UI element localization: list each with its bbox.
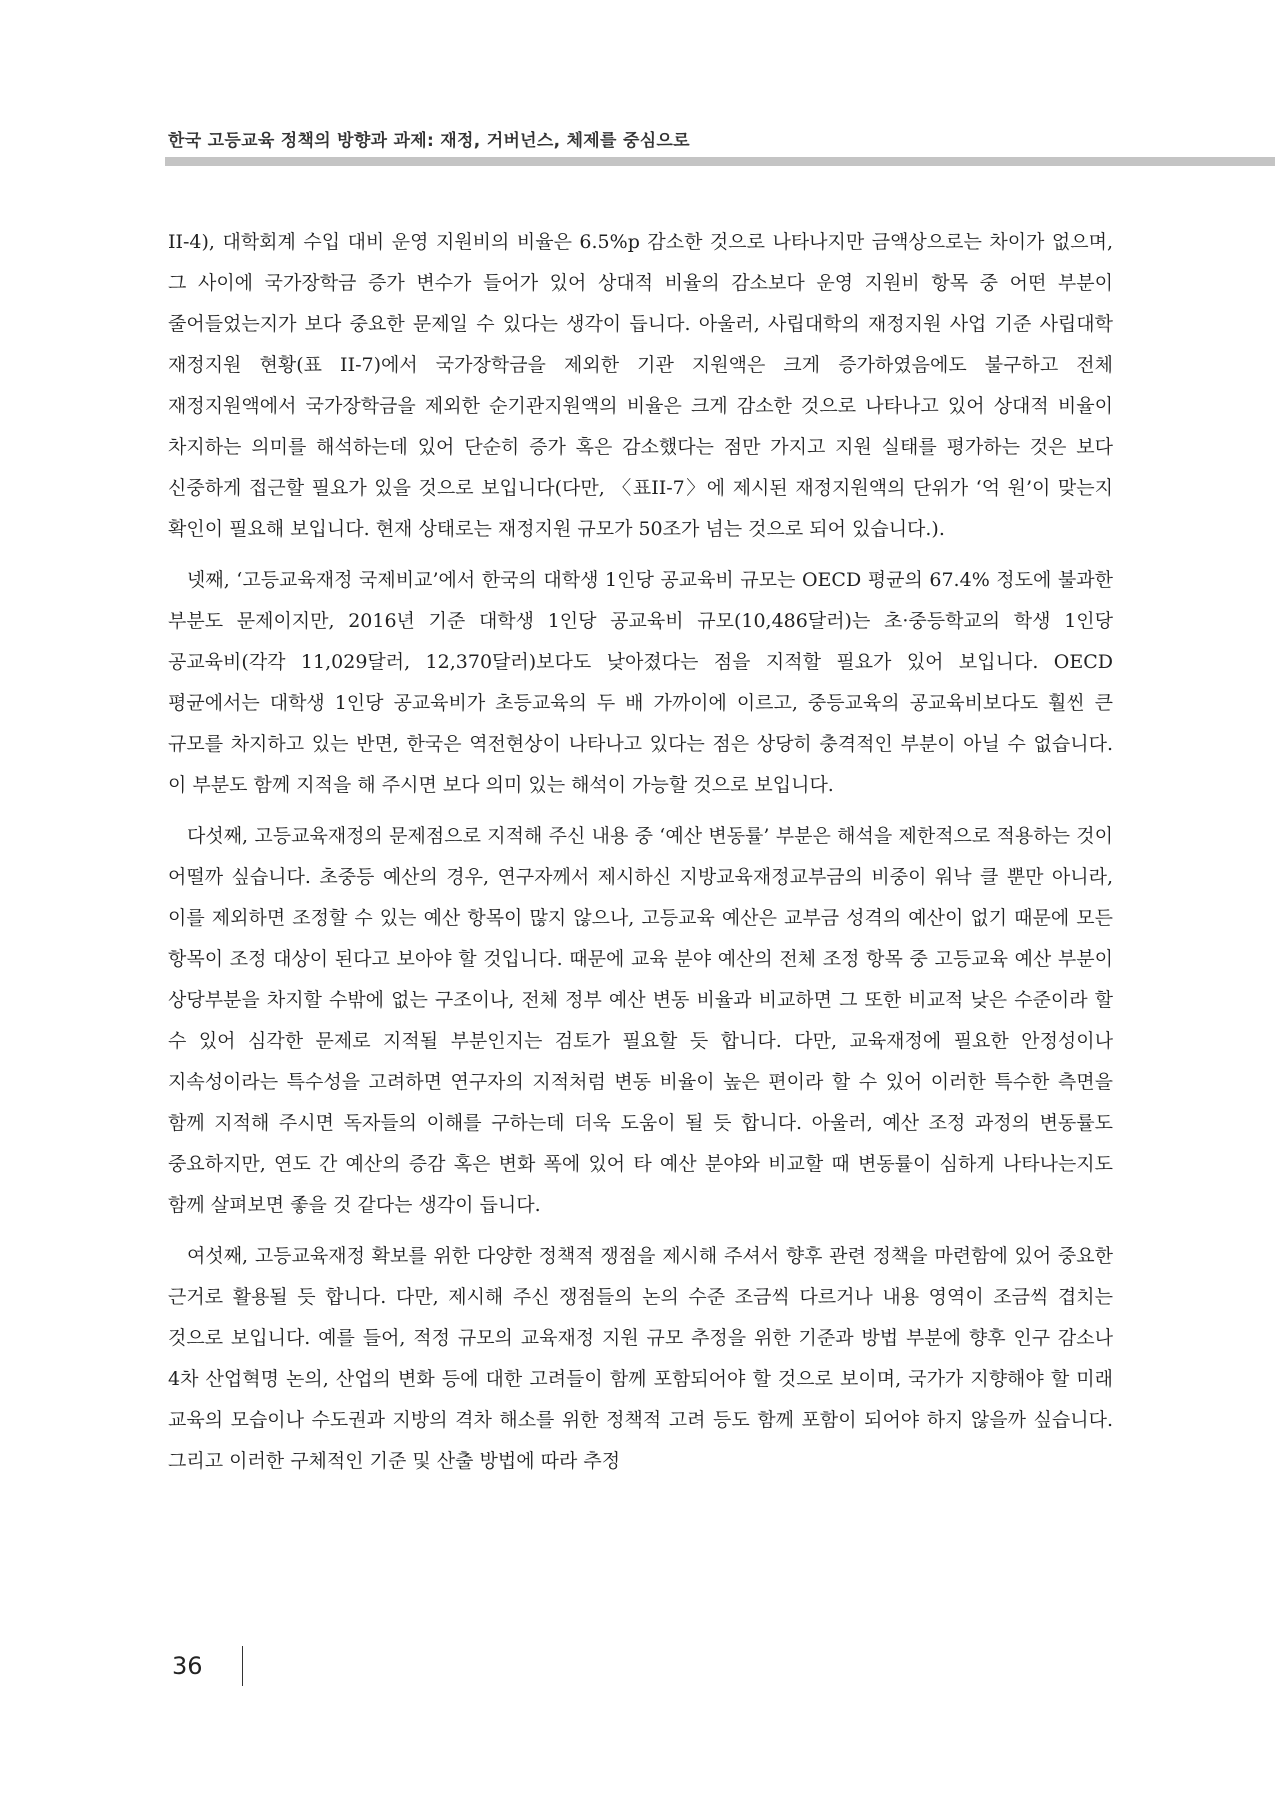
- paragraph-fifth: 다섯째, 고등교육재정의 문제점으로 지적해 주신 내용 중 ‘예산 변동률’ 부분은 해석을 제한적으로 적용하는 것이 어떨까 싶습니다. 초중등 예산의 경우, 연구자께서 제시하신 지방교육재정교부금의 비중이 워낙 클 뿐만 아니라, 이를 제외하면 조정할 수 있는 예산 항목이 많지 않으나, 고등교육 예산은 교부금 성격의 예산이 없기 때문에 모든 항목이 조정 대상이 된다고 보아야 할 것입니다. 때문에 교육 분야 예산의 전체 조정 항목 중 고등교육 예산 부분이 상당부분을 차지할 수밖에 없는 구조이나, 전체 정부 예산 변동 비율과 비교하면 그 또한 비교적 낮은 수준이라 할 수 있어 심각한 문제로 지적될 부분인지는 검토가 필요할 듯 합니다. 다만, 교육재정에 필요한 안정성이나 지속성이라는 특수성을 고려하면 연구자의 지적처럼 변동 비율이 높은 편이라 할 수 있어 이러한 특수한 측면을 함께 지적해 주시면 독자들의 이해를 구하는데 더욱 도움이 될 듯 합니다. 아울러, 예산 조정 과정의 변동률도 중요하지만, 연도 간 예산의 증감 혹은 변화 폭에 있어 타 예산 분야와 비교할 때 변동률이 심하게 나타나는지도 함께 살펴보면 좋을 것 같다는 생각이 듭니다.: [168, 825, 1113, 1216]
- paragraph-fourth: 넷째, ‘고등교육재정 국제비교’에서 한국의 대학생 1인당 공교육비 규모는 OECD 평균의 67.4% 정도에 불과한 부분도 문제이지만, 2016년 기준 대학생 1인당 공교육비 규모(10,486달러)는 초·중등학교의 학생 1인당 공교육비(각각 11,029달러, 12,370달러)보다도 낮아졌다는 점을 지적할 필요가 있어 보입니다. OECD 평균에서는 대학생 1인당 공교육비가 초등교육의 두 배 가까이에 이르고, 중등교육의 공교육비보다도 훨씬 큰 규모를 차지하고 있는 반면, 한국은 역전현상이 나타나고 있다는 점은 상당히 충격적인 부분이 아닐 수 없습니다. 이 부분도 함께 지적을 해 주시면 보다 의미 있는 해석이 가능할 것으로 보입니다.: [168, 569, 1113, 796]
- paragraph-continued: II-4), 대학회계 수입 대비 운영 지원비의 비율은 6.5%p 감소한 것으로 나타나지만 금액상으로는 차이가 없으며, 그 사이에 국가장학금 증가 변수가 들어가 있어 상대적 비율의 감소보다 운영 지원비 항목 중 어떤 부분이 줄어들었는지가 보다 중요한 문제일 수 있다는 생각이 듭니다. 아울러, 사립대학의 재정지원 사업 기준 사립대학 재정지원 현황(표 II-7)에서 국가장학금을 제외한 기관 지원액은 크게 증가하였음에도 불구하고 전체 재정지원액에서 국가장학금을 제외한 순기관지원액의 비율은 크게 감소한 것으로 나타나고 있어 상대적 비율이 차지하는 의미를 해석하는데 있어 단순히 증가 혹은 감소했다는 점만 가지고 지원 실태를 평가하는 것은 보다 신중하게 접근할 필요가 있을 것으로 보입니다(다만, 〈표II-7〉에 제시된 재정지원액의 단위가 ‘억 원’이 맞는지 확인이 필요해 보입니다. 현재 상태로는 재정지원 규모가 50조가 넘는 것으로 되어 있습니다.).: [168, 231, 1113, 540]
- paragraph-sixth: 여섯째, 고등교육재정 확보를 위한 다양한 정책적 쟁점을 제시해 주셔서 향후 관련 정책을 마련함에 있어 중요한 근거로 활용될 듯 합니다. 다만, 제시해 주신 쟁점들의 논의 수준 조금씩 다르거나 내용 영역이 조금씩 겹치는 것으로 보입니다. 예를 들어, 적정 규모의 교육재정 지원 규모 추정을 위한 기준과 방법 부분에 향후 인구 감소나 4차 산업혁명 논의, 산업의 변화 등에 대한 고려들이 함께 포함되어야 할 것으로 보이며, 국가가 지향해야 할 미래 교육의 모습이나 수도권과 지방의 격차 해소를 위한 정책적 고려 등도 함께 포함이 되어야 하지 않을까 싶습니다. 그리고 이러한 구체적인 기준 및 산출 방법에 따라 추정: [168, 1245, 1113, 1472]
- running-header: 한국 고등교육 정책의 방향과 과제: 재정, 거버넌스, 체제를 중심으로: [168, 131, 690, 151]
- folio-divider: [242, 1646, 243, 1686]
- page-number: 36: [172, 1652, 203, 1680]
- body-text: [168, 222, 1113, 1492]
- header-rule: [165, 157, 1275, 166]
